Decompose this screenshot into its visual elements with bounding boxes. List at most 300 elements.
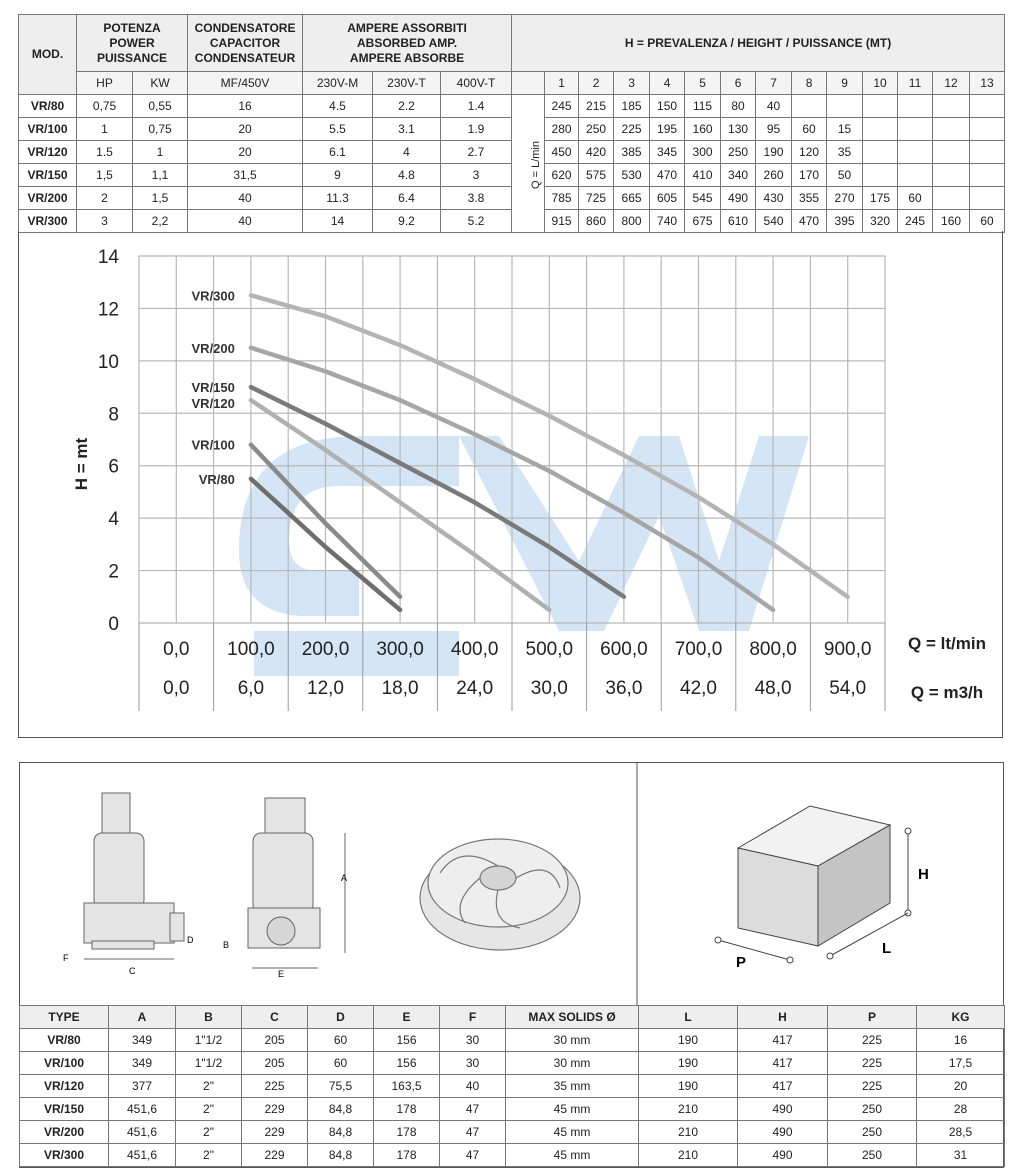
dim-cell: 417 <box>738 1052 828 1075</box>
height-header: H = PREVALENZA / HEIGHT / PUISSANCE (MT) <box>512 15 1005 72</box>
cell-q: 345 <box>650 141 685 164</box>
dim-cell: 225 <box>242 1075 308 1098</box>
cell-mf: 16 <box>188 95 303 118</box>
dim-cell: 225 <box>828 1029 917 1052</box>
cell-q <box>933 95 970 118</box>
x-axis-unit-lt-min: Q = lt/min <box>908 634 986 653</box>
dim-cell: VR/120 <box>20 1075 109 1098</box>
cell-q: 160 <box>685 118 721 141</box>
performance-chart-panel <box>18 231 1003 738</box>
box-label-l: L <box>882 940 892 957</box>
dim-cell: 178 <box>374 1121 440 1144</box>
cell-q: 385 <box>614 141 650 164</box>
cell-q: 915 <box>545 210 579 233</box>
y-tick-label: 2 <box>108 561 119 583</box>
cell-q: 195 <box>650 118 685 141</box>
cell-a230t: 4.8 <box>373 164 441 187</box>
dim-cell: 16 <box>917 1029 1005 1052</box>
q-label: Q = L/min <box>530 140 543 189</box>
cell-mod: VR/120 <box>19 141 77 164</box>
cell-q <box>792 95 827 118</box>
cell-q <box>933 141 970 164</box>
cell-q: 50 <box>827 164 863 187</box>
mod-header: MOD. <box>19 15 77 95</box>
cell-mod: VR/100 <box>19 118 77 141</box>
x-tick-label: 200,0 <box>301 639 350 660</box>
cell-q: 35 <box>827 141 863 164</box>
performance-table <box>18 14 1005 233</box>
cell-q: 675 <box>685 210 721 233</box>
cell-q <box>970 95 1005 118</box>
y-tick-label: 8 <box>108 404 119 426</box>
cell-q: 175 <box>863 187 898 210</box>
cell-q <box>898 141 933 164</box>
cell-q: 270 <box>827 187 863 210</box>
dim-cell: 349 <box>109 1052 176 1075</box>
box-label-h: H <box>918 866 929 883</box>
dim-cell: 156 <box>374 1029 440 1052</box>
dim-cell: 490 <box>738 1144 828 1167</box>
cell-q <box>970 141 1005 164</box>
dim-cell: 490 <box>738 1098 828 1121</box>
dim-cell: 28,5 <box>917 1121 1005 1144</box>
cell-q: 740 <box>650 210 685 233</box>
dim-cell: 190 <box>639 1029 738 1052</box>
dim-cell: 2" <box>176 1098 242 1121</box>
impeller-drawing <box>420 839 580 950</box>
x2-tick-label: 6,0 <box>237 678 265 699</box>
cell-mf: 40 <box>188 210 303 233</box>
cell-q <box>863 118 898 141</box>
x-tick-label: 0,0 <box>163 639 190 660</box>
cell-q: 60 <box>970 210 1005 233</box>
cell-a400t: 1.9 <box>441 118 512 141</box>
subheader-5: 400V-T <box>441 72 512 95</box>
dim-header-6: F <box>440 1006 506 1029</box>
dim-label-a: A <box>341 873 348 883</box>
dim-cell: 210 <box>639 1098 738 1121</box>
dim-cell: 349 <box>109 1029 176 1052</box>
cell-q <box>933 118 970 141</box>
cell-q: 470 <box>792 210 827 233</box>
height-col-5: 5 <box>685 72 721 95</box>
x2-tick-label: 12,0 <box>307 678 344 699</box>
pump-side-view <box>84 793 184 959</box>
cell-a230m: 4.5 <box>303 95 373 118</box>
dim-cell: 17,5 <box>917 1052 1005 1075</box>
cell-q: 250 <box>721 141 756 164</box>
cell-q: 215 <box>579 95 614 118</box>
y-tick-label: 4 <box>108 509 119 531</box>
dim-label-c: C <box>129 966 136 976</box>
table-row <box>20 1052 1005 1075</box>
cell-a400t: 1.4 <box>441 95 512 118</box>
dim-cell: 84,8 <box>308 1098 374 1121</box>
x-tick-label: 600,0 <box>600 639 648 660</box>
cell-a230m: 6.1 <box>303 141 373 164</box>
cell-a230m: 14 <box>303 210 373 233</box>
dim-cell: 60 <box>308 1029 374 1052</box>
dim-cell: 250 <box>828 1144 917 1167</box>
cell-q: 185 <box>614 95 650 118</box>
dim-cell: 451,6 <box>109 1098 176 1121</box>
dim-cell: 47 <box>440 1121 506 1144</box>
dim-cell: 229 <box>242 1144 308 1167</box>
cell-q: 40 <box>756 95 792 118</box>
cell-a230t: 3.1 <box>373 118 441 141</box>
cell-q: 95 <box>756 118 792 141</box>
dim-cell: 229 <box>242 1121 308 1144</box>
dim-header-8: L <box>639 1006 738 1029</box>
dim-header-1: A <box>109 1006 176 1029</box>
cell-q <box>863 164 898 187</box>
dim-cell: 30 mm <box>506 1029 639 1052</box>
dim-cell: 47 <box>440 1098 506 1121</box>
power-header-fr: PUISSANCE <box>97 50 168 65</box>
dim-cell: 2" <box>176 1144 242 1167</box>
cell-q: 60 <box>898 187 933 210</box>
capacitor-header-fr: CONDENSATEUR <box>194 50 296 65</box>
dim-cell: 30 <box>440 1052 506 1075</box>
x2-tick-label: 48,0 <box>754 678 792 699</box>
table-row <box>20 1098 1005 1121</box>
cell-q: 245 <box>545 95 579 118</box>
cell-q: 280 <box>545 118 579 141</box>
dim-cell: 45 mm <box>506 1098 639 1121</box>
dim-cell: 35 mm <box>506 1075 639 1098</box>
subheader-4: 230V-T <box>373 72 441 95</box>
height-col-2: 2 <box>579 72 614 95</box>
dim-label-b: B <box>223 940 230 950</box>
dim-cell: 377 <box>109 1075 176 1098</box>
cell-a400t: 3 <box>441 164 512 187</box>
dim-cell: VR/300 <box>20 1144 109 1167</box>
cell-q: 490 <box>721 187 756 210</box>
cell-q <box>863 141 898 164</box>
dim-cell: VR/200 <box>20 1121 109 1144</box>
dim-cell: 60 <box>308 1052 374 1075</box>
dim-cell: 417 <box>738 1075 828 1098</box>
subheader-2: MF/450V <box>188 72 303 95</box>
x-tick-label: 800,0 <box>749 639 797 660</box>
dim-cell: 178 <box>374 1098 440 1121</box>
cell-q: 340 <box>721 164 756 187</box>
dim-label-f: F <box>63 953 69 963</box>
y-tick-label: 10 <box>97 351 119 373</box>
power-header-en: POWER <box>109 35 155 50</box>
subheader-1: KW <box>133 72 188 95</box>
dim-cell: 45 mm <box>506 1144 639 1167</box>
x-tick-label: 700,0 <box>674 639 723 660</box>
cell-q <box>970 164 1005 187</box>
dim-cell: 190 <box>639 1052 738 1075</box>
x2-tick-label: 0,0 <box>163 678 190 699</box>
x-tick-label: 100,0 <box>227 639 275 660</box>
cell-kw: 0,55 <box>133 95 188 118</box>
cell-q: 260 <box>756 164 792 187</box>
ampere-header-en: ABSORBED AMP. <box>357 35 458 50</box>
cell-q: 450 <box>545 141 579 164</box>
cell-mf: 20 <box>188 118 303 141</box>
dim-cell: 225 <box>828 1075 917 1098</box>
cell-q: 395 <box>827 210 863 233</box>
y-tick-label: 6 <box>108 456 119 478</box>
height-col-12: 12 <box>933 72 970 95</box>
dim-cell: 225 <box>828 1052 917 1075</box>
dim-cell: 178 <box>374 1144 440 1167</box>
dim-header-7: MAX SOLIDS Ø <box>506 1006 639 1029</box>
cell-q <box>970 118 1005 141</box>
cell-q: 410 <box>685 164 721 187</box>
dim-label-e: E <box>278 969 285 979</box>
series-label: VR/200 <box>191 340 235 356</box>
dim-header-3: C <box>242 1006 308 1029</box>
series-label: VR/300 <box>191 288 235 304</box>
dim-cell: 163,5 <box>374 1075 440 1098</box>
cell-hp: 2 <box>77 187 133 210</box>
cell-q: 430 <box>756 187 792 210</box>
dim-cell: 45 mm <box>506 1121 639 1144</box>
x2-tick-label: 36,0 <box>605 678 643 699</box>
pump-front-view <box>248 798 348 968</box>
ampere-header-fr: AMPERE ABSORBE <box>349 50 465 65</box>
dim-label-d: D <box>187 935 194 945</box>
q-label-header <box>512 72 545 95</box>
dim-cell: 31 <box>917 1144 1005 1167</box>
dim-cell: 75,5 <box>308 1075 374 1098</box>
cell-a400t: 3.8 <box>441 187 512 210</box>
cell-q <box>898 118 933 141</box>
dim-cell: 210 <box>639 1121 738 1144</box>
cell-q: 300 <box>685 141 721 164</box>
dim-cell: 451,6 <box>109 1121 176 1144</box>
dim-cell: 190 <box>639 1075 738 1098</box>
dim-cell: 47 <box>440 1144 506 1167</box>
dim-header-11: KG <box>917 1006 1005 1029</box>
subheader-0: HP <box>77 72 133 95</box>
cell-hp: 3 <box>77 210 133 233</box>
dim-cell: 205 <box>242 1029 308 1052</box>
x-tick-label: 900,0 <box>823 639 872 660</box>
dim-header-10: P <box>828 1006 917 1029</box>
cell-mod: VR/200 <box>19 187 77 210</box>
cell-q: 245 <box>898 210 933 233</box>
cell-hp: 1,5 <box>77 164 133 187</box>
series-label: VR/80 <box>198 471 235 487</box>
cell-q: 610 <box>721 210 756 233</box>
height-col-4: 4 <box>650 72 685 95</box>
cell-q <box>933 187 970 210</box>
y-tick-label: 0 <box>108 614 119 635</box>
cell-kw: 1,5 <box>133 187 188 210</box>
dim-cell: 1"1/2 <box>176 1029 242 1052</box>
dimensions-table <box>19 1005 1005 1167</box>
dim-cell: VR/100 <box>20 1052 109 1075</box>
box-label-p: P <box>736 954 747 971</box>
cell-q <box>827 95 863 118</box>
y-tick-label: 14 <box>97 247 119 268</box>
cell-q: 420 <box>579 141 614 164</box>
dim-header-9: H <box>738 1006 828 1029</box>
performance-chart <box>19 231 1002 736</box>
dim-cell: 210 <box>639 1144 738 1167</box>
cell-q: 620 <box>545 164 579 187</box>
cell-q: 120 <box>792 141 827 164</box>
cell-q: 250 <box>579 118 614 141</box>
dim-cell: 20 <box>917 1075 1005 1098</box>
cell-q: 15 <box>827 118 863 141</box>
series-label: VR/120 <box>191 396 235 412</box>
dim-cell: VR/80 <box>20 1029 109 1052</box>
cell-hp: 1.5 <box>77 141 133 164</box>
cell-kw: 0,75 <box>133 118 188 141</box>
height-col-11: 11 <box>898 72 933 95</box>
series-label: VR/100 <box>191 437 235 453</box>
ampere-header-it: AMPERE ASSORBITI <box>347 20 467 35</box>
x-tick-label: 500,0 <box>525 639 574 660</box>
power-header-it: POTENZA <box>103 20 161 35</box>
cell-a230t: 2.2 <box>373 95 441 118</box>
dim-cell: 28 <box>917 1098 1005 1121</box>
cell-kw: 1,1 <box>133 164 188 187</box>
cell-q: 225 <box>614 118 650 141</box>
table-row <box>20 1029 1005 1052</box>
cell-kw: 1 <box>133 141 188 164</box>
cell-q: 530 <box>614 164 650 187</box>
cell-q: 725 <box>579 187 614 210</box>
dim-cell: 2" <box>176 1075 242 1098</box>
x-tick-label: 400,0 <box>450 639 499 660</box>
ampere-header <box>303 15 512 72</box>
cell-q <box>933 164 970 187</box>
cell-hp: 1 <box>77 118 133 141</box>
cell-q: 150 <box>650 95 685 118</box>
dim-cell: 84,8 <box>308 1144 374 1167</box>
cell-a230m: 9 <box>303 164 373 187</box>
series-label: VR/150 <box>191 380 235 396</box>
y-tick-label: 12 <box>97 299 119 321</box>
cell-q: 190 <box>756 141 792 164</box>
capacitor-header <box>188 15 303 72</box>
cell-q: 605 <box>650 187 685 210</box>
dim-header-4: D <box>308 1006 374 1029</box>
cell-a400t: 5.2 <box>441 210 512 233</box>
cell-q: 665 <box>614 187 650 210</box>
dim-cell: 30 <box>440 1029 506 1052</box>
height-col-1: 1 <box>545 72 579 95</box>
table-row <box>20 1144 1005 1167</box>
height-col-10: 10 <box>863 72 898 95</box>
height-col-7: 7 <box>756 72 792 95</box>
cell-a230t: 6.4 <box>373 187 441 210</box>
table-row <box>19 95 1005 118</box>
x-tick-label: 300,0 <box>376 639 424 660</box>
table-row <box>20 1121 1005 1144</box>
cell-q: 160 <box>933 210 970 233</box>
y-axis-label: H = mt <box>72 437 91 491</box>
cell-q: 130 <box>721 118 756 141</box>
cell-kw: 2,2 <box>133 210 188 233</box>
dim-cell: VR/150 <box>20 1098 109 1121</box>
cell-q <box>898 95 933 118</box>
cell-a230t: 4 <box>373 141 441 164</box>
height-col-8: 8 <box>792 72 827 95</box>
power-header <box>77 15 188 72</box>
table-row <box>20 1075 1005 1098</box>
cell-q: 860 <box>579 210 614 233</box>
cell-q: 575 <box>579 164 614 187</box>
cell-a400t: 2.7 <box>441 141 512 164</box>
q-label-cell <box>512 95 545 233</box>
dim-cell: 205 <box>242 1052 308 1075</box>
x2-tick-label: 54,0 <box>829 678 867 699</box>
cell-q: 60 <box>792 118 827 141</box>
dim-cell: 229 <box>242 1098 308 1121</box>
dim-cell: 250 <box>828 1121 917 1144</box>
cell-mod: VR/150 <box>19 164 77 187</box>
cell-q: 470 <box>650 164 685 187</box>
x2-tick-label: 42,0 <box>680 678 717 699</box>
x2-tick-label: 18,0 <box>381 678 419 699</box>
cell-q: 170 <box>792 164 827 187</box>
cell-q: 355 <box>792 187 827 210</box>
dim-cell: 2" <box>176 1121 242 1144</box>
capacitor-header-it: CONDENSATORE <box>194 20 296 35</box>
cell-q: 785 <box>545 187 579 210</box>
cell-mod: VR/80 <box>19 95 77 118</box>
cell-a230t: 9.2 <box>373 210 441 233</box>
height-col-13: 13 <box>970 72 1005 95</box>
cell-q: 540 <box>756 210 792 233</box>
cell-q <box>898 164 933 187</box>
cell-mf: 40 <box>188 187 303 210</box>
dim-cell: 1"1/2 <box>176 1052 242 1075</box>
cell-q: 545 <box>685 187 721 210</box>
dim-cell: 30 mm <box>506 1052 639 1075</box>
subheader-3: 230V-M <box>303 72 373 95</box>
dim-cell: 156 <box>374 1052 440 1075</box>
height-col-6: 6 <box>721 72 756 95</box>
x-axis-unit-m3-h: Q = m3/h <box>910 683 984 702</box>
cell-mf: 31,5 <box>188 164 303 187</box>
cell-q <box>863 95 898 118</box>
cell-q: 800 <box>614 210 650 233</box>
cell-mf: 20 <box>188 141 303 164</box>
cell-q: 320 <box>863 210 898 233</box>
dim-cell: 250 <box>828 1098 917 1121</box>
dim-cell: 40 <box>440 1075 506 1098</box>
dim-cell: 451,6 <box>109 1144 176 1167</box>
dim-cell: 417 <box>738 1029 828 1052</box>
cell-q: 80 <box>721 95 756 118</box>
dim-header-2: B <box>176 1006 242 1029</box>
drawings-area <box>20 763 1003 1006</box>
cell-a230m: 5.5 <box>303 118 373 141</box>
height-col-3: 3 <box>614 72 650 95</box>
height-col-9: 9 <box>827 72 863 95</box>
x2-tick-label: 30,0 <box>530 678 568 699</box>
dim-cell: 84,8 <box>308 1121 374 1144</box>
dim-cell: 490 <box>738 1121 828 1144</box>
dim-header-0: TYPE <box>20 1006 109 1029</box>
dim-header-5: E <box>374 1006 440 1029</box>
cell-mod: VR/300 <box>19 210 77 233</box>
capacitor-header-en: CAPACITOR <box>209 35 281 50</box>
cell-q: 115 <box>685 95 721 118</box>
cell-a230m: 11.3 <box>303 187 373 210</box>
cell-hp: 0,75 <box>77 95 133 118</box>
cell-q <box>970 187 1005 210</box>
